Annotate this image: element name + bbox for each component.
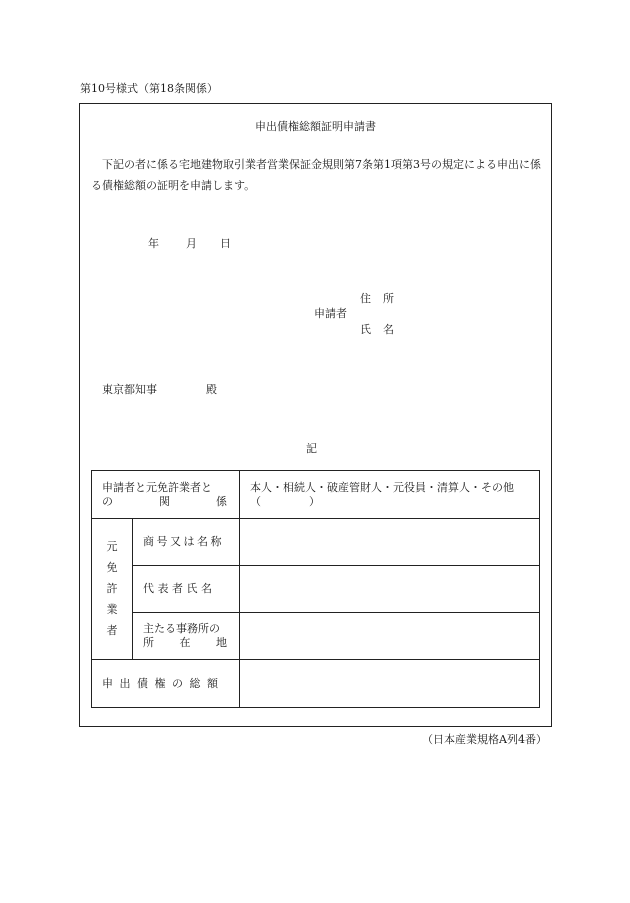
applicant-address-label: 住 所	[360, 292, 394, 305]
office-field[interactable]	[240, 613, 540, 660]
applicant-label: 申請者	[314, 307, 347, 320]
trade-name-field[interactable]	[240, 519, 540, 566]
table-row-office	[92, 613, 540, 660]
table-row-trade-name	[92, 519, 540, 566]
relation-options-cell: 本人・相続人・破産管財人・元役員・清算人・その他 （ ）	[240, 471, 540, 519]
request-statement: 下記の者に係る宅地建物取引業者営業保証金規則第7条第1項第3号の規定による申出に係る債権総額の証明を申請します。	[91, 158, 541, 192]
table-row-relation	[92, 471, 540, 519]
date-year-label: 年	[148, 237, 159, 250]
trade-name-label: 商号又は名称	[133, 519, 240, 566]
document-title: 申出債権総額証明申請書	[255, 120, 376, 133]
ki-heading: 記	[306, 442, 317, 455]
office-label: 主たる事務所の 所 在 地	[133, 613, 240, 660]
table-row-total	[92, 660, 540, 708]
relation-label-cell: 申請者と元免許業者と の 関 係	[92, 471, 240, 519]
honorific: 殿	[206, 383, 217, 396]
total-claims-field[interactable]	[240, 660, 540, 708]
representative-field[interactable]	[240, 566, 540, 613]
paper-size-note: （日本産業規格A列4番）	[422, 733, 547, 746]
form-number: 第10号様式（第18条関係）	[80, 82, 218, 95]
addressee: 東京都知事	[102, 383, 157, 396]
date-day-label: 日	[220, 237, 231, 250]
applicant-name-label: 氏 名	[360, 323, 394, 336]
table-row-representative	[92, 566, 540, 613]
applicant-detail-table	[91, 470, 540, 708]
representative-label: 代表者氏名	[133, 566, 240, 613]
former-licensee-group-label: 元 免 許 業 者	[92, 519, 133, 660]
total-claims-label: 申出債権の総額	[92, 660, 240, 708]
date-month-label: 月	[186, 237, 197, 250]
